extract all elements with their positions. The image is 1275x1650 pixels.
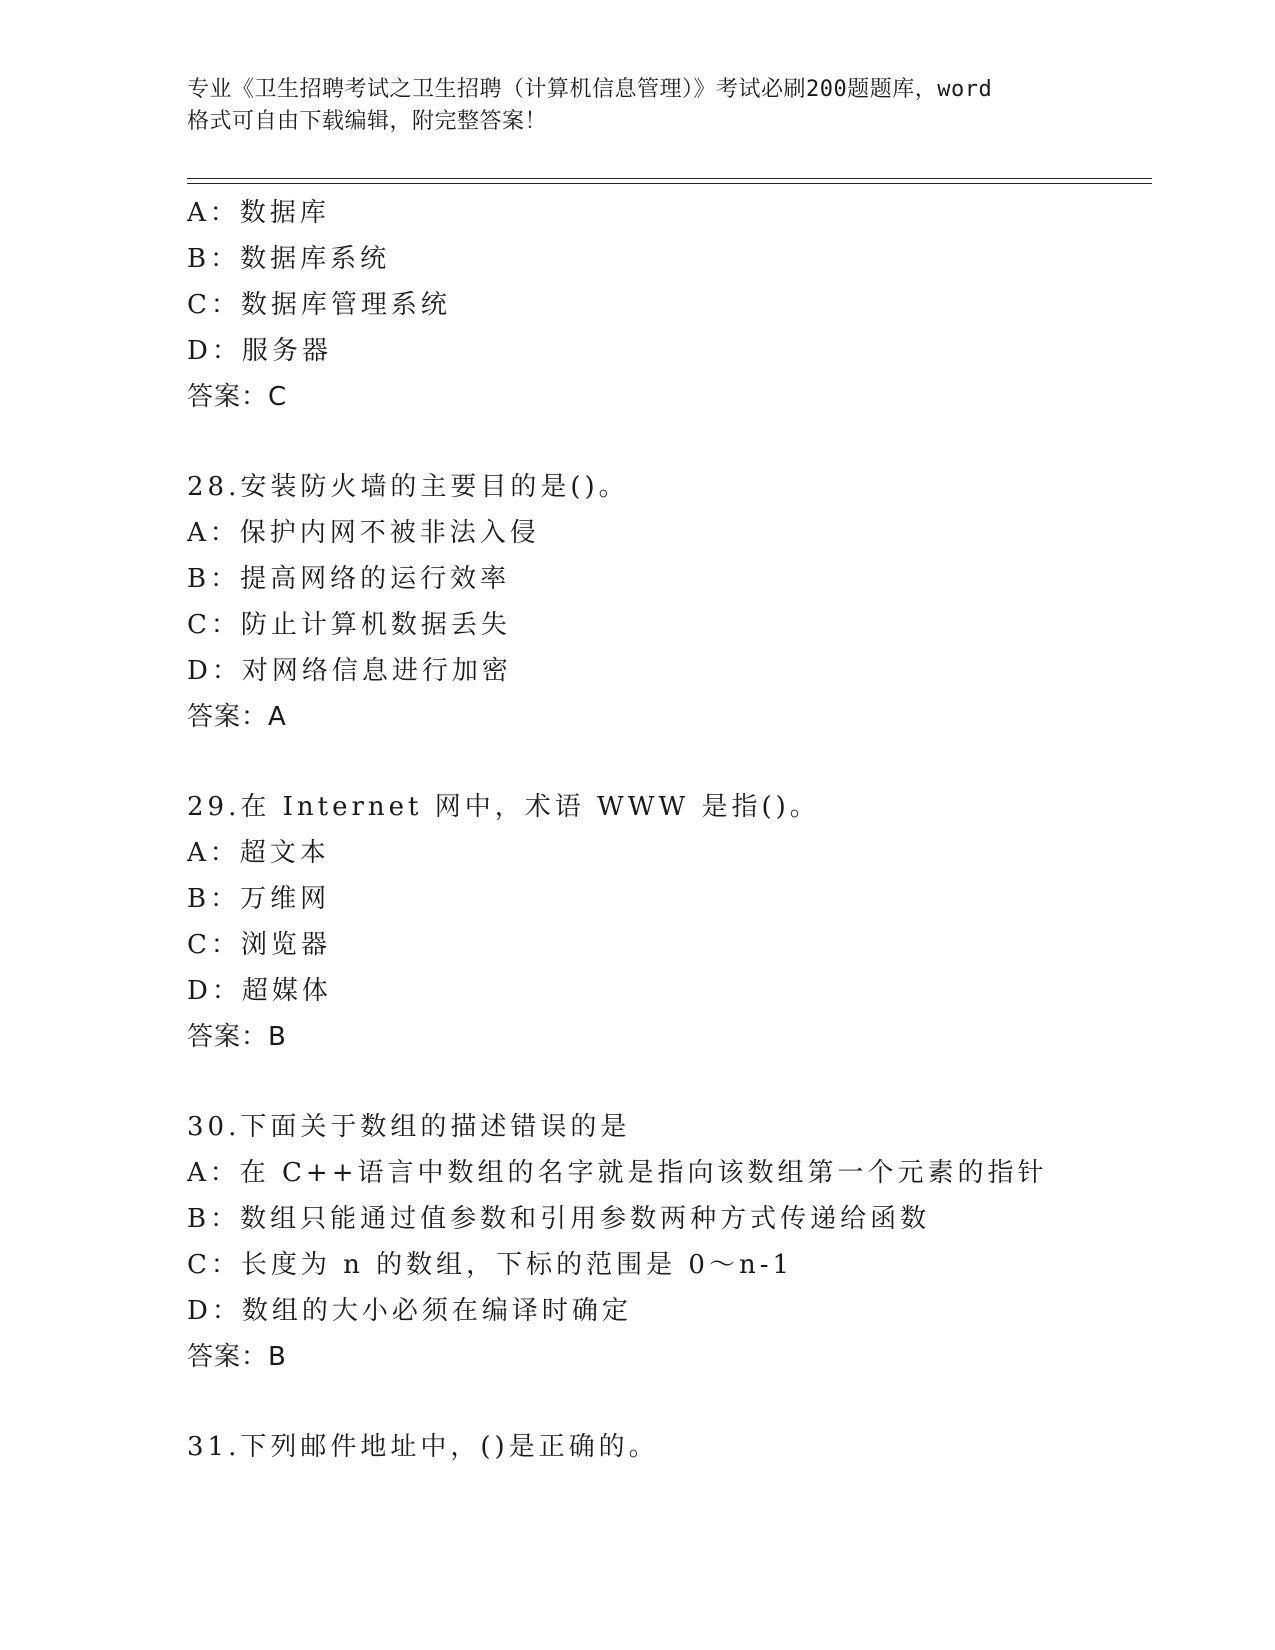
question-list [187,190,1187,1470]
option-a: A：超文本 [187,838,330,868]
header-rule-bottom [187,183,1152,184]
question-31 [187,1424,1187,1470]
option-d: D：对网络信息进行加密 [187,656,512,686]
option-b: B：数据库系统 [187,244,391,274]
document-header [187,74,1087,138]
option-c: C：浏览器 [187,930,331,960]
header-line-2: 格式可自由下载编辑，附完整答案！ [187,109,548,134]
option-b: B：提高网络的运行效率 [187,564,511,594]
option-d: D：超媒体 [187,976,332,1006]
option-b: B：万维网 [187,884,331,914]
header-line-1: 专业《卫生招聘考试之卫生招聘（计算机信息管理）》考试必刷200题题库，word [187,77,993,102]
option-d: D：数组的大小必须在编译时确定 [187,1296,632,1326]
answer-line: 答案：C [187,382,288,412]
option-c: C：防止计算机数据丢失 [187,610,511,640]
option-b: B：数组只能通过值参数和引用参数两种方式传递给函数 [187,1204,931,1234]
question-30 [187,1104,1187,1380]
answer-line: 答案：B [187,1342,287,1372]
question-29 [187,784,1187,1060]
question-stem: 29.在 Internet 网中，术语 WWW 是指()。 [187,792,820,822]
answer-line: 答案：A [187,702,287,732]
question-28 [187,464,1187,740]
option-a: A：在 C++语言中数组的名字就是指向该数组第一个元素的指针 [187,1158,1048,1188]
option-d: D：服务器 [187,336,332,366]
option-a: A：数据库 [187,198,330,228]
option-c: C：数据库管理系统 [187,290,451,320]
question-stem: 30.下面关于数组的描述错误的是 [187,1112,631,1142]
question-stem: 31.下列邮件地址中，()是正确的。 [187,1432,659,1462]
option-a: A：保护内网不被非法入侵 [187,518,540,548]
answer-line: 答案：B [187,1022,287,1052]
question-27-partial [187,190,1187,420]
question-stem: 28.安装防火墙的主要目的是()。 [187,472,629,502]
option-c: C：长度为 n 的数组，下标的范围是 0～n-1 [187,1250,794,1280]
header-rule-top [187,178,1152,179]
